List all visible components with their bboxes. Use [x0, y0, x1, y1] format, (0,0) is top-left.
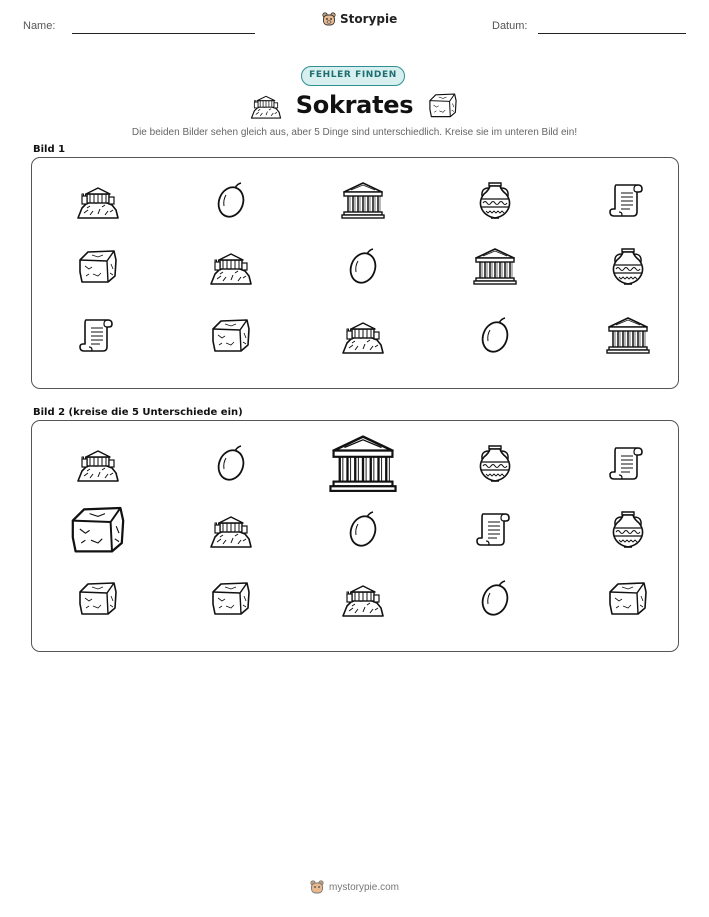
acropolis-icon[interactable]	[341, 315, 385, 355]
acropolis-icon[interactable]	[341, 578, 385, 618]
acropolis-icon[interactable]	[76, 180, 120, 220]
brand	[322, 12, 397, 26]
olive-icon[interactable]	[473, 315, 517, 355]
bild1-label: Bild 1	[33, 144, 66, 155]
acropolis-icon[interactable]	[209, 246, 253, 286]
page-title: Sokrates	[295, 91, 414, 119]
temple-icon[interactable]	[328, 432, 398, 494]
olive-icon[interactable]	[341, 509, 385, 549]
olive-icon[interactable]	[209, 180, 253, 220]
instructions: Die beiden Bilder sehen gleich aus, aber 5 Dinge sind unterschiedlich. Kreise sie im unteren Bild ein!	[131, 127, 578, 138]
bild2-label: Bild 2 (kreise die 5 Unterschiede ein)	[33, 407, 243, 418]
olive-icon[interactable]	[473, 578, 517, 618]
footer-url[interactable]: mystorypie.com	[328, 881, 399, 893]
stone-block-icon[interactable]	[209, 578, 253, 618]
amphora-icon[interactable]	[473, 180, 517, 220]
amphora-icon[interactable]	[606, 509, 650, 549]
date-line[interactable]	[538, 33, 686, 34]
olive-icon[interactable]	[209, 443, 253, 483]
storypie-logo-icon	[310, 880, 324, 894]
temple-icon[interactable]	[606, 315, 650, 355]
brand-name: Storypie	[340, 12, 398, 26]
scroll-icon[interactable]	[606, 443, 650, 483]
acropolis-icon	[250, 90, 282, 120]
olive-icon[interactable]	[341, 246, 385, 286]
bild1-panel	[31, 157, 679, 389]
temple-icon[interactable]	[341, 180, 385, 220]
stone-block-icon[interactable]	[66, 501, 130, 557]
temple-icon[interactable]	[473, 246, 517, 286]
category-badge: FEHLER FINDEN	[301, 66, 405, 86]
stone-block-icon[interactable]	[606, 578, 650, 618]
amphora-icon[interactable]	[473, 443, 517, 483]
footer	[0, 880, 709, 894]
stone-block-icon[interactable]	[209, 315, 253, 355]
scroll-icon[interactable]	[76, 315, 120, 355]
amphora-icon[interactable]	[606, 246, 650, 286]
bild2-panel	[31, 420, 679, 652]
scroll-icon[interactable]	[606, 180, 650, 220]
name-label: Name:	[23, 20, 56, 32]
stone-block-icon	[427, 90, 459, 120]
acropolis-icon[interactable]	[76, 443, 120, 483]
stone-block-icon[interactable]	[76, 578, 120, 618]
scroll-icon[interactable]	[473, 509, 517, 549]
acropolis-icon[interactable]	[209, 509, 253, 549]
storypie-logo-icon	[322, 12, 336, 26]
name-line[interactable]	[72, 33, 255, 34]
date-label: Datum:	[492, 20, 528, 32]
stone-block-icon[interactable]	[76, 246, 120, 286]
